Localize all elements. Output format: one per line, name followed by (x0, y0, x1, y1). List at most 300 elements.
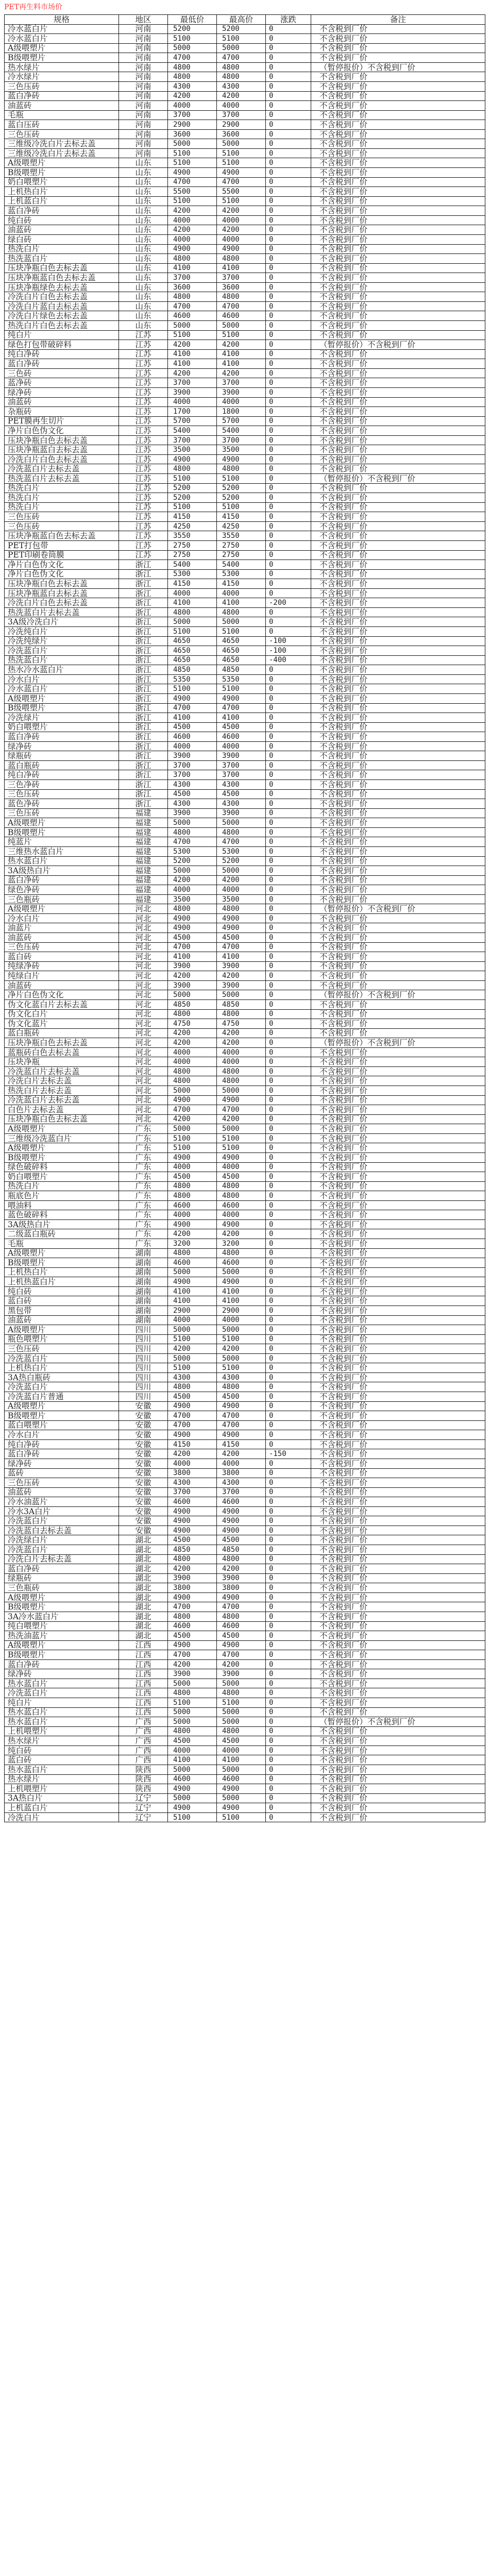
cell-spec: 三维热水蓝白片 (5, 846, 119, 856)
cell-spec: PET印刷卷筒膜 (5, 550, 119, 560)
cell-min-price: 4600 (168, 1621, 217, 1631)
cell-region: 江苏 (119, 426, 168, 436)
cell-change: 0 (266, 263, 311, 273)
cell-max-price: 4100 (217, 1296, 266, 1306)
cell-note: 不含税到厂价 (311, 263, 485, 273)
cell-min-price: 4800 (168, 72, 217, 82)
cell-region: 湖北 (119, 1631, 168, 1641)
cell-note: 不含税到厂价 (311, 1468, 485, 1478)
cell-min-price: 4700 (168, 1650, 217, 1660)
cell-max-price: 4200 (217, 206, 266, 216)
table-row (5, 751, 485, 761)
cell-spec: 热洗油蓝片 (5, 1631, 119, 1641)
cell-min-price: 4800 (168, 254, 217, 264)
cell-min-price: 3700 (168, 378, 217, 388)
cell-spec: 压块净瓶白色去标去盖 (5, 1038, 119, 1048)
cell-change: 0 (266, 368, 311, 378)
cell-region: 广东 (119, 1162, 168, 1172)
cell-note: 不含税到厂价 (311, 254, 485, 264)
cell-max-price: 4000 (217, 1459, 266, 1468)
cell-spec: A级喂塑片 (5, 1325, 119, 1335)
cell-change: 0 (266, 1277, 311, 1287)
cell-spec: 压块净瓶蓝白色去标去盖 (5, 273, 119, 283)
cell-spec: 瓶色喂塑片 (5, 1334, 119, 1344)
cell-spec: 冷水蓝白片 (5, 684, 119, 694)
cell-region: 河南 (119, 43, 168, 53)
cell-change: 0 (266, 627, 311, 637)
cell-note: 不含税到厂价 (311, 81, 485, 91)
cell-max-price: 4700 (217, 703, 266, 713)
cell-spec: A级喂塑片 (5, 1640, 119, 1650)
cell-spec: 冷洗白片白色去标去盖 (5, 598, 119, 608)
cell-spec: 冷洗蓝白片去标去盖 (5, 1066, 119, 1076)
cell-spec: 3A级热白片 (5, 866, 119, 876)
cell-change: 0 (266, 1219, 311, 1229)
cell-region: 安徽 (119, 1430, 168, 1440)
cell-min-price: 4800 (168, 607, 217, 617)
cell-note: 不含税到厂价 (311, 311, 485, 321)
cell-min-price: 4000 (168, 1162, 217, 1172)
cell-min-price: 4300 (168, 1478, 217, 1488)
cell-spec: 冷水蓝白片 (5, 34, 119, 44)
table-row (5, 168, 485, 178)
cell-region: 河北 (119, 961, 168, 971)
cell-spec: 白色片去标去盖 (5, 1105, 119, 1115)
cell-spec: 蓝白净砖 (5, 1449, 119, 1459)
cell-min-price: 5000 (168, 139, 217, 149)
cell-region: 湖南 (119, 1286, 168, 1296)
cell-min-price: 5200 (168, 483, 217, 493)
cell-spec: 绿瓶砖 (5, 1573, 119, 1583)
cell-min-price: 4500 (168, 1392, 217, 1402)
cell-max-price: 4900 (217, 1640, 266, 1650)
cell-min-price: 4500 (168, 722, 217, 732)
cell-change: 0 (266, 1468, 311, 1478)
cell-min-price: 4300 (168, 1372, 217, 1382)
cell-min-price: 4200 (168, 1564, 217, 1574)
cell-max-price: 4650 (217, 636, 266, 646)
cell-max-price: 4300 (217, 1478, 266, 1488)
cell-spec: 热洗蓝白片去标去盖 (5, 607, 119, 617)
table-row (5, 196, 485, 206)
cell-max-price: 5000 (217, 139, 266, 149)
cell-min-price: 4600 (168, 732, 217, 742)
cell-region: 江西 (119, 1707, 168, 1717)
cell-min-price: 5000 (168, 1793, 217, 1803)
cell-change: 0 (266, 378, 311, 388)
cell-change: -150 (266, 1449, 311, 1459)
cell-change: 0 (266, 53, 311, 63)
cell-max-price: 4500 (217, 1392, 266, 1402)
cell-spec: 纯蓝片 (5, 837, 119, 847)
cell-min-price: 4100 (168, 263, 217, 273)
cell-change: 0 (266, 1172, 311, 1182)
cell-max-price: 4650 (217, 655, 266, 665)
cell-max-price: 5000 (217, 1124, 266, 1134)
cell-change: 0 (266, 1334, 311, 1344)
cell-spec: 三色砖 (5, 368, 119, 378)
table-row (5, 1315, 485, 1325)
cell-max-price: 4600 (217, 1774, 266, 1784)
cell-change: 0 (266, 34, 311, 44)
cell-min-price: 4900 (168, 454, 217, 464)
cell-change: 0 (266, 770, 311, 780)
cell-note: （暂停报价）不含税到厂价 (311, 1038, 485, 1048)
cell-region: 浙江 (119, 751, 168, 761)
cell-min-price: 4900 (168, 1784, 217, 1794)
cell-max-price: 5100 (217, 1133, 266, 1143)
cell-note: 不含税到厂价 (311, 1506, 485, 1516)
table-row (5, 971, 485, 981)
table-row (5, 1086, 485, 1096)
cell-change: 0 (266, 1009, 311, 1019)
cell-spec: 冷洗蓝白片 (5, 1353, 119, 1363)
cell-spec: 纯白净砖 (5, 349, 119, 359)
cell-region: 河南 (119, 53, 168, 63)
cell-note: 不含税到厂价 (311, 445, 485, 455)
cell-region: 浙江 (119, 607, 168, 617)
cell-spec: 三维级冷洗白片去标去盖 (5, 148, 119, 158)
cell-max-price: 4200 (217, 340, 266, 350)
cell-max-price: 4100 (217, 263, 266, 273)
table-row (5, 741, 485, 751)
cell-change: 0 (266, 1124, 311, 1134)
cell-spec: 蓝色破碎料 (5, 1210, 119, 1220)
cell-region: 四川 (119, 1344, 168, 1354)
table-row (5, 1803, 485, 1813)
table-row (5, 349, 485, 359)
table-row (5, 1124, 485, 1134)
cell-note: 不含税到厂价 (311, 1640, 485, 1650)
cell-max-price: 4100 (217, 952, 266, 962)
cell-note: 不含税到厂价 (311, 1592, 485, 1602)
cell-min-price: 4650 (168, 646, 217, 656)
cell-note: 不含税到厂价 (311, 1277, 485, 1287)
cell-change: 0 (266, 1640, 311, 1650)
table-row (5, 1239, 485, 1249)
cell-max-price: 4100 (217, 1755, 266, 1765)
table-row (5, 340, 485, 350)
cell-note: 不含税到厂价 (311, 1621, 485, 1631)
cell-spec: 冷洗纯绿片 (5, 636, 119, 646)
cell-region: 浙江 (119, 722, 168, 732)
cell-change: 0 (266, 1583, 311, 1593)
cell-max-price: 3700 (217, 378, 266, 388)
cell-change: 0 (266, 483, 311, 493)
cell-note: 不含税到厂价 (311, 1372, 485, 1382)
cell-max-price: 4000 (217, 1047, 266, 1057)
cell-region: 湖北 (119, 1573, 168, 1583)
cell-max-price: 5100 (217, 684, 266, 694)
cell-region: 浙江 (119, 579, 168, 589)
cell-change: 0 (266, 1679, 311, 1688)
cell-min-price: 4500 (168, 1535, 217, 1545)
cell-spec: 压块净瓶白色去标去盖 (5, 579, 119, 589)
cell-min-price: 4700 (168, 1420, 217, 1430)
cell-spec: 蓝白净砖 (5, 359, 119, 369)
cell-max-price: 5100 (217, 1363, 266, 1373)
table-row (5, 999, 485, 1009)
cell-note: 不含税到厂价 (311, 894, 485, 904)
cell-change: 0 (266, 1564, 311, 1574)
cell-spec: B级喂塑片 (5, 53, 119, 63)
cell-region: 河南 (119, 101, 168, 111)
table-row (5, 1765, 485, 1774)
cell-change: 0 (266, 885, 311, 895)
cell-change: 0 (266, 713, 311, 723)
cell-max-price: 5000 (217, 1793, 266, 1803)
cell-note: 不含税到厂价 (311, 722, 485, 732)
header-change: 涨跌 (266, 15, 311, 25)
cell-max-price: 4000 (217, 1745, 266, 1755)
cell-note: 不含税到厂价 (311, 177, 485, 187)
cell-region: 山东 (119, 225, 168, 235)
table-row (5, 445, 485, 455)
cell-note: 不含税到厂价 (311, 741, 485, 751)
cell-change: 0 (266, 301, 311, 311)
cell-spec: 压块净瓶蓝白去标去盖 (5, 445, 119, 455)
cell-change: 0 (266, 550, 311, 560)
cell-note: 不含税到厂价 (311, 1583, 485, 1593)
cell-region: 辽宁 (119, 1793, 168, 1803)
header-max-price: 最高价 (217, 15, 266, 25)
cell-spec: 油蓝砖 (5, 1315, 119, 1325)
cell-region: 河北 (119, 1066, 168, 1076)
cell-max-price: 4800 (217, 1612, 266, 1621)
cell-change: 0 (266, 741, 311, 751)
cell-spec: 蓝色净砖 (5, 799, 119, 809)
table-row (5, 1325, 485, 1335)
cell-note: 不含税到厂价 (311, 1172, 485, 1182)
cell-region: 江苏 (119, 521, 168, 531)
cell-change: 0 (266, 1430, 311, 1440)
table-row (5, 1066, 485, 1076)
cell-min-price: 4650 (168, 636, 217, 646)
cell-note: 不含税到厂价 (311, 780, 485, 790)
cell-note: 不含税到厂价 (311, 980, 485, 990)
cell-note: 不含税到厂价 (311, 1793, 485, 1803)
cell-spec: 纯白净砖 (5, 770, 119, 780)
cell-note: 不含税到厂价 (311, 531, 485, 541)
table-row (5, 560, 485, 570)
cell-change: 0 (266, 760, 311, 770)
table-row (5, 1191, 485, 1201)
table-row (5, 1153, 485, 1162)
cell-spec: 蓝白压砖 (5, 120, 119, 130)
cell-min-price: 4100 (168, 1296, 217, 1306)
cell-min-price: 4900 (168, 1277, 217, 1287)
table-row (5, 1755, 485, 1765)
cell-min-price: 3700 (168, 435, 217, 445)
cell-min-price: 4200 (168, 340, 217, 350)
cell-spec: 热洗白片去标去盖 (5, 1086, 119, 1096)
cell-region: 安徽 (119, 1401, 168, 1411)
cell-spec: 冷洗蓝白片普通 (5, 1392, 119, 1402)
cell-change: 0 (266, 1057, 311, 1067)
cell-region: 浙江 (119, 770, 168, 780)
table-row (5, 301, 485, 311)
cell-region: 辽宁 (119, 1803, 168, 1813)
table-row (5, 808, 485, 818)
cell-max-price: 5400 (217, 560, 266, 570)
cell-change: 0 (266, 187, 311, 197)
cell-max-price: 4000 (217, 1162, 266, 1172)
cell-max-price: 5000 (217, 1353, 266, 1363)
cell-note: 不含税到厂价 (311, 1219, 485, 1229)
cell-region: 山东 (119, 244, 168, 254)
cell-change: 0 (266, 1363, 311, 1373)
cell-min-price: 5000 (168, 1679, 217, 1688)
table-row (5, 1296, 485, 1306)
cell-min-price: 4200 (168, 206, 217, 216)
cell-note: 不含税到厂价 (311, 1076, 485, 1086)
cell-spec: 杂瓶砖 (5, 407, 119, 417)
cell-region: 广西 (119, 1745, 168, 1755)
cell-spec: 蓝白砖 (5, 952, 119, 962)
cell-min-price: 4200 (168, 1344, 217, 1354)
cell-change: 0 (266, 1736, 311, 1746)
table-row (5, 206, 485, 216)
cell-region: 河北 (119, 933, 168, 943)
cell-spec: A级喂塑片 (5, 43, 119, 53)
cell-change: 0 (266, 1784, 311, 1794)
cell-change: 0 (266, 416, 311, 426)
cell-spec: 冷洗白片去标去盖 (5, 1554, 119, 1564)
cell-spec: 纯白喂塑片 (5, 1621, 119, 1631)
cell-note: 不含税到厂价 (311, 827, 485, 837)
table-row (5, 1612, 485, 1621)
cell-note: 不含税到厂价 (311, 627, 485, 637)
cell-change: 0 (266, 818, 311, 828)
cell-change: 0 (266, 1592, 311, 1602)
cell-note: 不含税到厂价 (311, 1286, 485, 1296)
cell-change: 0 (266, 1707, 311, 1717)
cell-region: 浙江 (119, 627, 168, 637)
cell-spec: 绿净砖 (5, 1669, 119, 1679)
cell-change: 0 (266, 1478, 311, 1488)
table-row (5, 1506, 485, 1516)
table-row (5, 646, 485, 656)
cell-region: 浙江 (119, 760, 168, 770)
cell-region: 河南 (119, 81, 168, 91)
cell-min-price: 3800 (168, 1468, 217, 1478)
cell-max-price: 4150 (217, 579, 266, 589)
cell-spec: A级喂塑片 (5, 1401, 119, 1411)
table-row (5, 1105, 485, 1115)
cell-note: 不含税到厂价 (311, 999, 485, 1009)
cell-min-price: 5000 (168, 1124, 217, 1134)
cell-min-price: 4000 (168, 885, 217, 895)
cell-max-price: 5100 (217, 1334, 266, 1344)
table-row (5, 923, 485, 933)
cell-region: 江苏 (119, 397, 168, 407)
cell-spec: 三维级冷洗白片去标去盖 (5, 139, 119, 149)
cell-region: 山东 (119, 301, 168, 311)
cell-note: 不含税到厂价 (311, 368, 485, 378)
cell-change: 0 (266, 1191, 311, 1201)
cell-max-price: 4250 (217, 521, 266, 531)
cell-max-price: 4800 (217, 1248, 266, 1258)
cell-spec: 奶白喂塑片 (5, 722, 119, 732)
cell-region: 浙江 (119, 741, 168, 751)
cell-max-price: 4500 (217, 1631, 266, 1641)
cell-region: 福建 (119, 827, 168, 837)
cell-max-price: 4200 (217, 875, 266, 885)
cell-max-price: 3550 (217, 531, 266, 541)
cell-region: 广东 (119, 1172, 168, 1182)
table-row (5, 1200, 485, 1210)
cell-spec: 冷洗蓝白片 (5, 1382, 119, 1392)
cell-max-price: 4800 (217, 1191, 266, 1201)
cell-max-price: 4800 (217, 827, 266, 837)
table-row (5, 62, 485, 72)
cell-note: 不含税到厂价 (311, 789, 485, 799)
cell-spec: 热洗白片白色去标去盖 (5, 321, 119, 331)
cell-note: 不含税到厂价 (311, 1669, 485, 1679)
cell-min-price: 4900 (168, 693, 217, 703)
cell-change: 0 (266, 502, 311, 512)
table-row (5, 1468, 485, 1478)
cell-spec: 喂油料 (5, 1200, 119, 1210)
cell-region: 安徽 (119, 1411, 168, 1421)
cell-region: 浙江 (119, 665, 168, 675)
cell-min-price: 3900 (168, 751, 217, 761)
cell-change: 0 (266, 1717, 311, 1727)
table-row (5, 1659, 485, 1669)
cell-max-price: 5350 (217, 674, 266, 684)
cell-note: 不含税到厂价 (311, 550, 485, 560)
cell-min-price: 4200 (168, 1449, 217, 1459)
cell-spec: 奶白喂塑片 (5, 1172, 119, 1182)
cell-max-price: 3800 (217, 1583, 266, 1593)
cell-note: 不含税到厂价 (311, 387, 485, 397)
cell-note: 不含税到厂价 (311, 330, 485, 340)
cell-region: 湖北 (119, 1612, 168, 1621)
cell-min-price: 5000 (168, 1267, 217, 1277)
cell-note: 不含税到厂价 (311, 1363, 485, 1373)
cell-region: 湖北 (119, 1564, 168, 1574)
cell-max-price: 4000 (217, 215, 266, 225)
cell-note: 不含税到厂价 (311, 148, 485, 158)
table-row (5, 636, 485, 646)
cell-min-price: 5000 (168, 1765, 217, 1774)
cell-spec: 压块净瓶蓝白去标去盖 (5, 588, 119, 598)
cell-change: 0 (266, 206, 311, 216)
table-row (5, 693, 485, 703)
cell-note: 不含税到厂价 (311, 751, 485, 761)
table-row (5, 1076, 485, 1086)
cell-change: 0 (266, 158, 311, 168)
table-row (5, 1669, 485, 1679)
cell-min-price: 4850 (168, 1545, 217, 1555)
cell-region: 湖北 (119, 1535, 168, 1545)
cell-max-price: 4500 (217, 1535, 266, 1545)
cell-change: 0 (266, 913, 311, 923)
table-row (5, 1286, 485, 1296)
table-row (5, 330, 485, 340)
cell-region: 安徽 (119, 1468, 168, 1478)
cell-max-price: 4900 (217, 913, 266, 923)
cell-spec: 纯白片 (5, 330, 119, 340)
cell-max-price: 3900 (217, 751, 266, 761)
table-row (5, 158, 485, 168)
cell-min-price: 5100 (168, 330, 217, 340)
cell-region: 广西 (119, 1736, 168, 1746)
cell-region: 四川 (119, 1382, 168, 1392)
table-row (5, 483, 485, 493)
cell-spec: 上机热白片 (5, 187, 119, 197)
cell-region: 河北 (119, 1095, 168, 1105)
